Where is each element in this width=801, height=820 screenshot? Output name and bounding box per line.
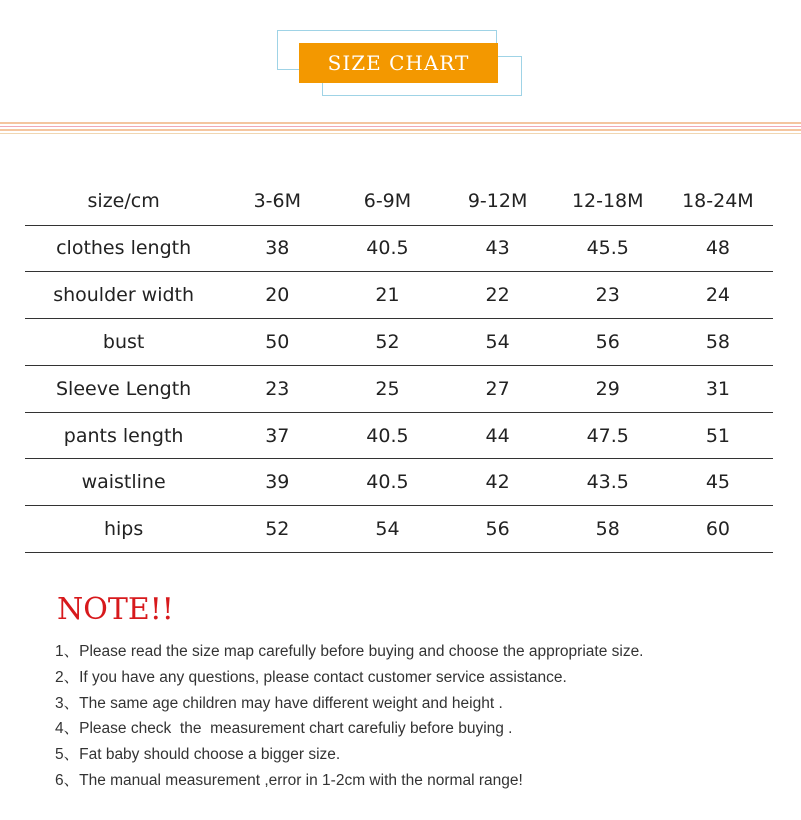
stripe [0,126,801,128]
list-item: 6、The manual measurement ,error in 1-2cm with the normal range! [55,771,523,789]
table-cell: 42 [485,471,510,494]
column-header: size/cm [87,190,160,213]
row-label: waistline [81,471,166,494]
table-cell: 51 [705,424,730,447]
list-item: 1、Please read the size map carefully before buying and choose the appropriate size. [55,643,644,660]
list-item: 4、Please check the measurement chart carefuliy before buying . [55,720,513,738]
table-cell: 40.5 [366,471,409,494]
table-cell: 50 [265,330,290,353]
table-cell: 31 [705,377,730,400]
table-cell: 56 [595,330,620,353]
table-row [25,225,773,272]
table-cell: 43.5 [586,471,629,494]
table-header-row [25,178,773,225]
list-item: 3、The same age children may have different weight and height . [55,694,503,712]
table-cell: 23 [265,377,290,400]
table-cell: 25 [375,377,400,400]
table-cell: 40.5 [366,237,409,260]
table-cell: 54 [485,330,510,353]
row-label: shoulder width [53,284,195,307]
row-label: bust [102,330,145,353]
table-cell: 37 [265,424,290,447]
table-row [25,459,773,506]
row-label: clothes length [56,237,192,260]
table-cell: 56 [485,518,510,541]
table-row [25,506,773,553]
table-cell: 29 [595,377,620,400]
table-cell: 21 [375,284,400,307]
column-header: 18-24M [682,190,754,213]
table-cell: 40.5 [366,424,409,447]
table-row [25,365,773,412]
header-banner [0,0,801,110]
table-cell: 24 [705,284,730,307]
stripe [0,129,801,131]
table-cell: 45.5 [586,237,629,260]
table-cell: 23 [595,284,620,307]
list-item: 2、If you have any questions, please contact customer service assistance. [55,668,567,686]
stripe [0,122,801,124]
note-title: NOTE!! [57,592,174,627]
table-cell: 48 [705,237,730,260]
column-header: 3-6M [253,190,302,213]
table-cell: 38 [265,237,290,260]
row-label: Sleeve Length [56,377,192,400]
table-row [25,412,773,459]
table-cell: 43 [485,237,510,260]
table-cell: 52 [375,330,400,353]
column-header: 12-18M [571,190,644,213]
table-cell: 27 [485,377,510,400]
page-title: SIZE CHART [299,43,498,83]
row-label: hips [103,518,144,541]
size-table [25,178,773,553]
stripe [0,133,801,135]
table-cell: 52 [265,518,290,541]
list-item: 5、Fat baby should choose a bigger size. [55,746,341,764]
table-cell: 44 [485,424,510,447]
column-header: 9-12M [467,190,528,213]
row-label: pants length [63,424,184,447]
table-cell: 20 [265,284,290,307]
table-row [25,319,773,366]
decorative-stripes [0,122,801,136]
table-cell: 45 [705,471,730,494]
table-cell: 22 [485,284,510,307]
table-cell: 60 [705,518,730,541]
table-cell: 54 [375,518,400,541]
table-cell: 58 [595,518,620,541]
column-header: 6-9M [363,190,412,213]
table-cell: 58 [705,330,730,353]
table-cell: 39 [265,471,290,494]
table-cell: 47.5 [586,424,629,447]
notes-list [55,641,644,796]
table-row [25,272,773,319]
